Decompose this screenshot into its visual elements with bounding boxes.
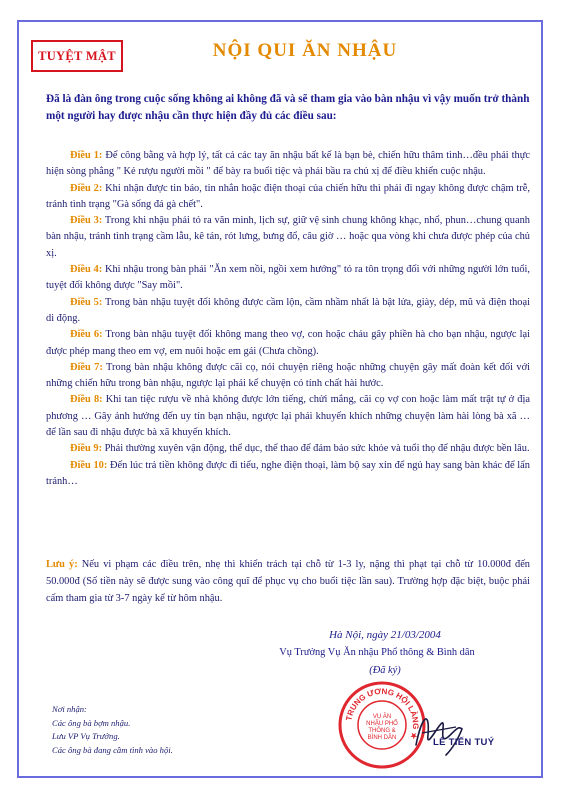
rule-label: Điều 9: [70, 443, 103, 455]
rule-text: Trong khi nhậu phải tỏ ra văn minh, lịch sự, giữ vệ sinh chung không khạc, nhổ, phun…chung quanh bàn nhậu, tránh tình trạng cầm lẫu, kê tán, rót lưng, bưng đổ, câu giờ … hoặc qua vòng khi chưa được phép của chủ xị. [46, 215, 530, 259]
handwritten-signature-icon [408, 705, 468, 760]
rule-item [46, 441, 530, 457]
signed-mark: (Đã ký) [369, 665, 401, 676]
recipient-item: Lưu VP Vụ Trưởng. [52, 731, 120, 741]
rule-item [46, 295, 530, 328]
svg-text:THÔNG &: THÔNG & [368, 728, 396, 734]
rule-text: Phải thường xuyên vận động, thể dục, thể thao để đảm bảo sức khỏe và tuổi thọ để nhậu được bền lâu. [102, 443, 530, 455]
svg-text:VỤ ĂN: VỤ ĂN [372, 714, 392, 720]
recipient-item: Các ông bà bợm nhậu. [52, 717, 131, 728]
rule-text: Trong bàn nhậu không được cãi cọ, nói chuyện riêng hoặc những chuyện gây mất đoàn kết đối với những chiến hữu trong bàn nhậu, ngược lại phải kể chuyện có tính chất hài hước. [46, 361, 530, 390]
rule-text: Khi nhận được tin báo, tin nhắn hoặc điện thoại của chiến hữu thì phải đi ngay không được chậm trễ, tránh tình trạng "Gà sống đá gà chết". [46, 182, 530, 210]
rule-text: Trong bàn nhậu tuyệt đối không mang theo vợ, con hoặc cháu gây phiền hà cho bạn nhậu, ngược lại được phép mang theo em vợ, em nuôi hoặc em gái (Chưa chồng). [46, 329, 530, 357]
note-text: Nếu vi phạm các điều trên, nhẹ thì khiển trách tại chỗ từ 1-3 ly, nặng thì phạt tại chỗ từ 10.000đ đến 50.000đ (Số tiền này sẽ được sung vào công quĩ để phục vụ cho buổi tiệc lần sau). Trường hợp đặc biệt, buộc phải cấm tham gia từ 3-7 ngày kể từ hôm nhậu. [46, 559, 530, 604]
rule-item [46, 213, 530, 262]
penalty-note [46, 556, 530, 607]
rule-label: Điều 7: [70, 361, 103, 373]
rule-text: Để công bằng và hợp lý, tất cả các tay ăn nhậu bất kể là bạn bè, chiến hữu thâm tình…đều phải thực hiện sòng phẳng " Kẻ rượu người mồi " để bày ra buổi tiệc và phải bầu ra chủ xị để điều khiển cuộc nhậu. [46, 150, 530, 178]
rule-item [46, 458, 530, 491]
rule-label: Điều 6: [70, 329, 103, 341]
rule-text: Khi nhậu trong bàn phải "Ăn xem nồi, ngồi xem hướng" tỏ ra tôn trọng đối với những người lớn tuổi, tuyệt đối không được "Say mồi". [46, 264, 530, 292]
rule-item [46, 262, 530, 295]
rule-label: Điều 3: [70, 215, 103, 227]
rule-text: Đến lúc trả tiền không được đi tiểu, nghe điện thoại, làm bộ say xỉn để ngủ hay sang bàn khác để lẩn tránh… [46, 459, 530, 487]
signatory-title: Vụ Trưởng Vụ Ăn nhậu Phổ thông & Bình dân [279, 647, 475, 658]
rule-text: Khi tan tiệc rượu về nhà không được lớn tiếng, chửi mắng, cãi cọ vợ con hoặc làm mất trật tự ở địa phương … Gây ảnh hưởng đến uy tín bạn nhậu, ngược lại phải khuyến khích những chuyện làm hài lòng bà xã … để lần sau đi nhậu được bà xã khuyến khích. [46, 394, 530, 439]
intro-paragraph: Đã là đàn ông trong cuộc sống không ai không đã và sẽ tham gia vào bàn nhậu vì vậy muốn trở thành một người hay được nhậu cần thực hiện đầy đủ các điều sau: [46, 93, 530, 122]
rule-label: Điều 5: [70, 296, 103, 308]
rule-item [46, 392, 530, 441]
rule-item [46, 148, 530, 181]
rules-list [46, 148, 530, 490]
rule-item [46, 327, 530, 360]
rule-label: Điều 4: [70, 264, 103, 276]
svg-text:BÌNH DÂN: BÌNH DÂN [367, 735, 397, 741]
rule-label: Điều 10: [70, 459, 108, 471]
recipients-heading: Nơi nhận: [52, 704, 87, 714]
rule-label: Điều 2: [70, 182, 103, 194]
signature-place-date: Hà Nội, ngày 21/03/2004 [329, 629, 441, 641]
recipient-item: Các ông bà đang cầm tình vào hội. [52, 744, 173, 755]
note-label: Lưu ý: [46, 559, 78, 570]
classification-badge: TUYỆT MẬT [31, 40, 123, 72]
rule-label: Điều 8: [70, 394, 103, 406]
signer-name: LÊ TIẾN TUÝ [433, 737, 495, 748]
rule-item [46, 360, 530, 393]
svg-text:NHẬU PHỔ: NHẬU PHỔ [366, 721, 398, 727]
rule-item [46, 181, 530, 214]
recipients-block [52, 703, 173, 757]
rule-text: Trong bàn nhậu tuyệt đối không được cầm lộn, cầm nhầm nhất là bật lửa, giày, dép, mũ và điện thoại di động. [46, 296, 530, 324]
document-title: NỘI QUI ĂN NHẬU [212, 40, 398, 61]
rule-label: Điều 1: [70, 150, 103, 161]
svg-text:TRUNG ƯƠNG HỘI LÀNG ★: TRUNG ƯƠNG HỘI LÀNG ★ [344, 686, 421, 741]
